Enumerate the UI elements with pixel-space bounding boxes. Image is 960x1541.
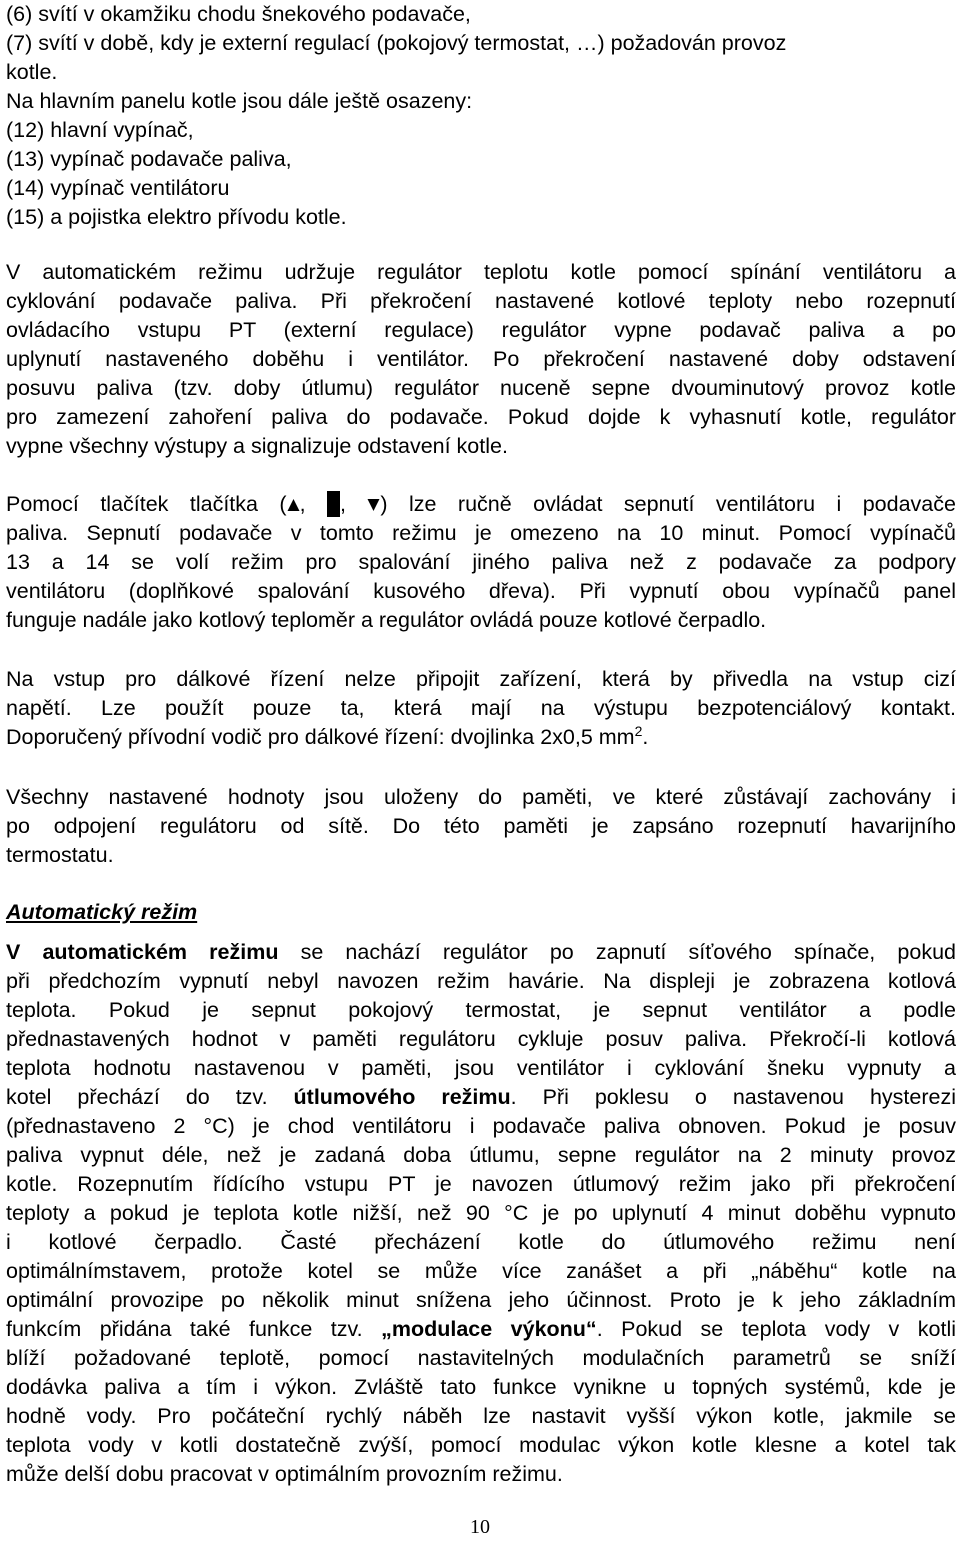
paragraph-text: se nachází regulátor po zapnutí síťového spínače, pokud <box>278 940 956 964</box>
paragraph-line: optimální provozipe po několik minut snížena jeho účinnost. Proto je k jeho základním <box>6 1288 956 1312</box>
paragraph-text: Pomocí tlačítek tlačítka ( <box>6 492 287 516</box>
intro-line: Na hlavním panelu kotle jsou dále ještě osazeny: <box>6 89 473 113</box>
paragraph-line: Na vstup pro dálkové řízení nelze připojit zařízení, která by přivedla na vstup cizí <box>6 667 956 691</box>
section-title-block <box>6 898 956 927</box>
superscript: 2 <box>634 722 643 739</box>
paragraph-automatic-overview <box>6 258 956 461</box>
intro-line: (12) hlavní vypínač, <box>6 118 194 142</box>
paragraph-line: ventilátoru (doplňkové spalování kusového dřeva). Při vypnutí obou vypínačů panel <box>6 579 956 603</box>
paragraph-line: i kotlové čerpadlo. Časté přecházení kotle do útlumového režimu není <box>6 1230 956 1254</box>
paragraph-text: . <box>642 725 649 749</box>
paragraph-line: Všechny nastavené hodnoty jsou uloženy do paměti, ve které zůstávají zachovány i <box>6 785 956 809</box>
paragraph-line: blíží požadované teplotě, pomocí nastavitelných modulačních parametrů se sníží <box>6 1346 956 1370</box>
paragraph-line: hodně vody. Pro počáteční rychlý náběh lze nastavit vyšší výkon kotle, jakmile se <box>6 1404 956 1428</box>
paragraph-text: Doporučený přívodní vodič pro dálkové řízení: dvojlinka 2x0,5 mm <box>6 725 635 749</box>
paragraph-line: optimálnímstavem, protože kotel se může více zanášet a při „náběhu“ kotle na <box>6 1259 956 1283</box>
paragraph-line: teplota hodnotu nastavenou v paměti, jsou ventilátor i cyklování šneku vypnuty a <box>6 1056 956 1080</box>
paragraph-memory <box>6 783 956 870</box>
paragraph-line <box>6 938 956 967</box>
paragraph-line: posuvu paliva (tzv. doby útlumu) regulátor nuceně sepne dvouminutový provoz kotle <box>6 376 956 400</box>
paragraph-line: V automatickém režimu udržuje regulátor teplotu kotle pomocí spínání ventilátoru a <box>6 260 956 284</box>
paragraph-line: ovládacího vstupu PT (externí regulace) regulátor vypne podavač paliva a po <box>6 318 956 342</box>
intro-line: (14) vypínač ventilátoru <box>6 176 230 200</box>
paragraph-line: teploty a pokud je teplota kotle nižší, než 90 °C je po uplynutí 4 minut doběhu vypnuto <box>6 1201 956 1225</box>
solid-block-icon <box>327 491 340 517</box>
paragraph-line: kotle. Rozepnutím řídícího vstupu PT je navozen útlumový režim jako při překročení <box>6 1172 956 1196</box>
paragraph-line: napětí. Lze použít pouze ta, která mají na výstupu bezpotenciálový kontakt. <box>6 696 956 720</box>
section-body <box>6 938 956 1489</box>
paragraph-line: (přednastaveno 2 °C) je chod ventilátoru i podavače paliva obnoven. Pokud je posuv <box>6 1114 956 1138</box>
paragraph-line: paliva vypnut déle, než je zadaná doba útlumu, sepne regulátor na 2 minuty provoz <box>6 1143 956 1167</box>
paragraph-line: teplota vody v kotli dostatečně zvýší, pomocí modulac výkon kotle klesne a kotel tak <box>6 1433 956 1457</box>
paragraph-line: po odpojení regulátoru od sítě. Do této paměti je zapsáno rozepnutí havarijního <box>6 814 956 838</box>
intro-line: (6) svítí v okamžiku chodu šnekového podavače, <box>6 2 471 26</box>
paragraph-line: 13 a 14 se volí režim pro spalování jiného paliva než z podavače za podpory <box>6 550 956 574</box>
intro-line: (13) vypínač podavače paliva, <box>6 147 292 171</box>
paragraph-line: paliva. Sepnutí podavače v tomto režimu je omezeno na 10 minut. Pomocí vypínačů <box>6 521 956 545</box>
bold-term: útlumového režimu <box>293 1085 511 1109</box>
paragraph-text: ) lze ručně ovládat sepnutí ventilátoru i podavače <box>380 492 956 516</box>
paragraph-line: přednastavených hodnot v paměti regulátoru cykluje posuv paliva. Překročí-li kotlová <box>6 1027 956 1051</box>
paragraph-line: vypne všechny výstupy a signalizuje odstavení kotle. <box>6 434 508 458</box>
paragraph-remote-control <box>6 665 956 752</box>
bold-term: V automatickém režimu <box>6 940 279 964</box>
intro-line: kotle. <box>6 60 58 84</box>
intro-line: (15) a pojistka elektro přívodu kotle. <box>6 205 347 229</box>
paragraph-line: dodávka paliva a tím i výkon. Zvláště tato funkce vynikne u topných systémů, kde je <box>6 1375 956 1399</box>
paragraph-text: , <box>299 492 306 516</box>
paragraph-line <box>6 1315 956 1344</box>
paragraph-text: funkcím přidána také funkce tzv. <box>6 1317 382 1341</box>
paragraph-line: při předchozím vypnutí nebyl navozen režim havárie. Na displeji je zobrazena kotlová <box>6 969 956 993</box>
paragraph-line: teplota. Pokud je sepnut pokojový termostat, je sepnut ventilátor a podle <box>6 998 956 1022</box>
paragraph-text: , <box>340 492 346 516</box>
paragraph-line: funguje nadále jako kotlový teploměr a regulátor ovládá pouze kotlové čerpadlo. <box>6 608 767 632</box>
paragraph-line: termostatu. <box>6 843 114 867</box>
paragraph-manual-control <box>6 490 956 635</box>
paragraph-text: kotel přechází do tzv. <box>6 1085 294 1109</box>
paragraph-line: uplynutí nastaveného doběhu i ventilátor. Po překročení nastavené doby odstavení <box>6 347 956 371</box>
page-number: 10 <box>470 1516 490 1538</box>
paragraph-line <box>6 1083 956 1112</box>
paragraph-line: může delší dobu pracovat v optimálním provozním režimu. <box>6 1462 563 1486</box>
triangle-up-icon <box>287 498 300 512</box>
section-title: Automatický režim <box>6 900 198 924</box>
paragraph-line: cyklování podavače paliva. Při překročení nastavené kotlové teploty nebo rozepnutí <box>6 289 956 313</box>
intro-block <box>6 0 956 232</box>
paragraph-text: . Pokud se teplota vody v kotli <box>596 1317 956 1341</box>
paragraph-line: pro zamezení zahoření paliva do podavače. Pokud dojde k vyhasnutí kotle, regulátor <box>6 405 956 429</box>
bold-term: „modulace výkonu“ <box>381 1317 597 1341</box>
intro-line: (7) svítí v době, kdy je externí regulací (pokojový termostat, …) požadován provoz <box>6 31 787 55</box>
paragraph-line-with-symbols <box>6 490 956 519</box>
paragraph-line <box>6 723 956 752</box>
paragraph-text: . Při poklesu o nastavenou hysterezi <box>510 1085 957 1109</box>
triangle-down-icon <box>367 498 380 512</box>
